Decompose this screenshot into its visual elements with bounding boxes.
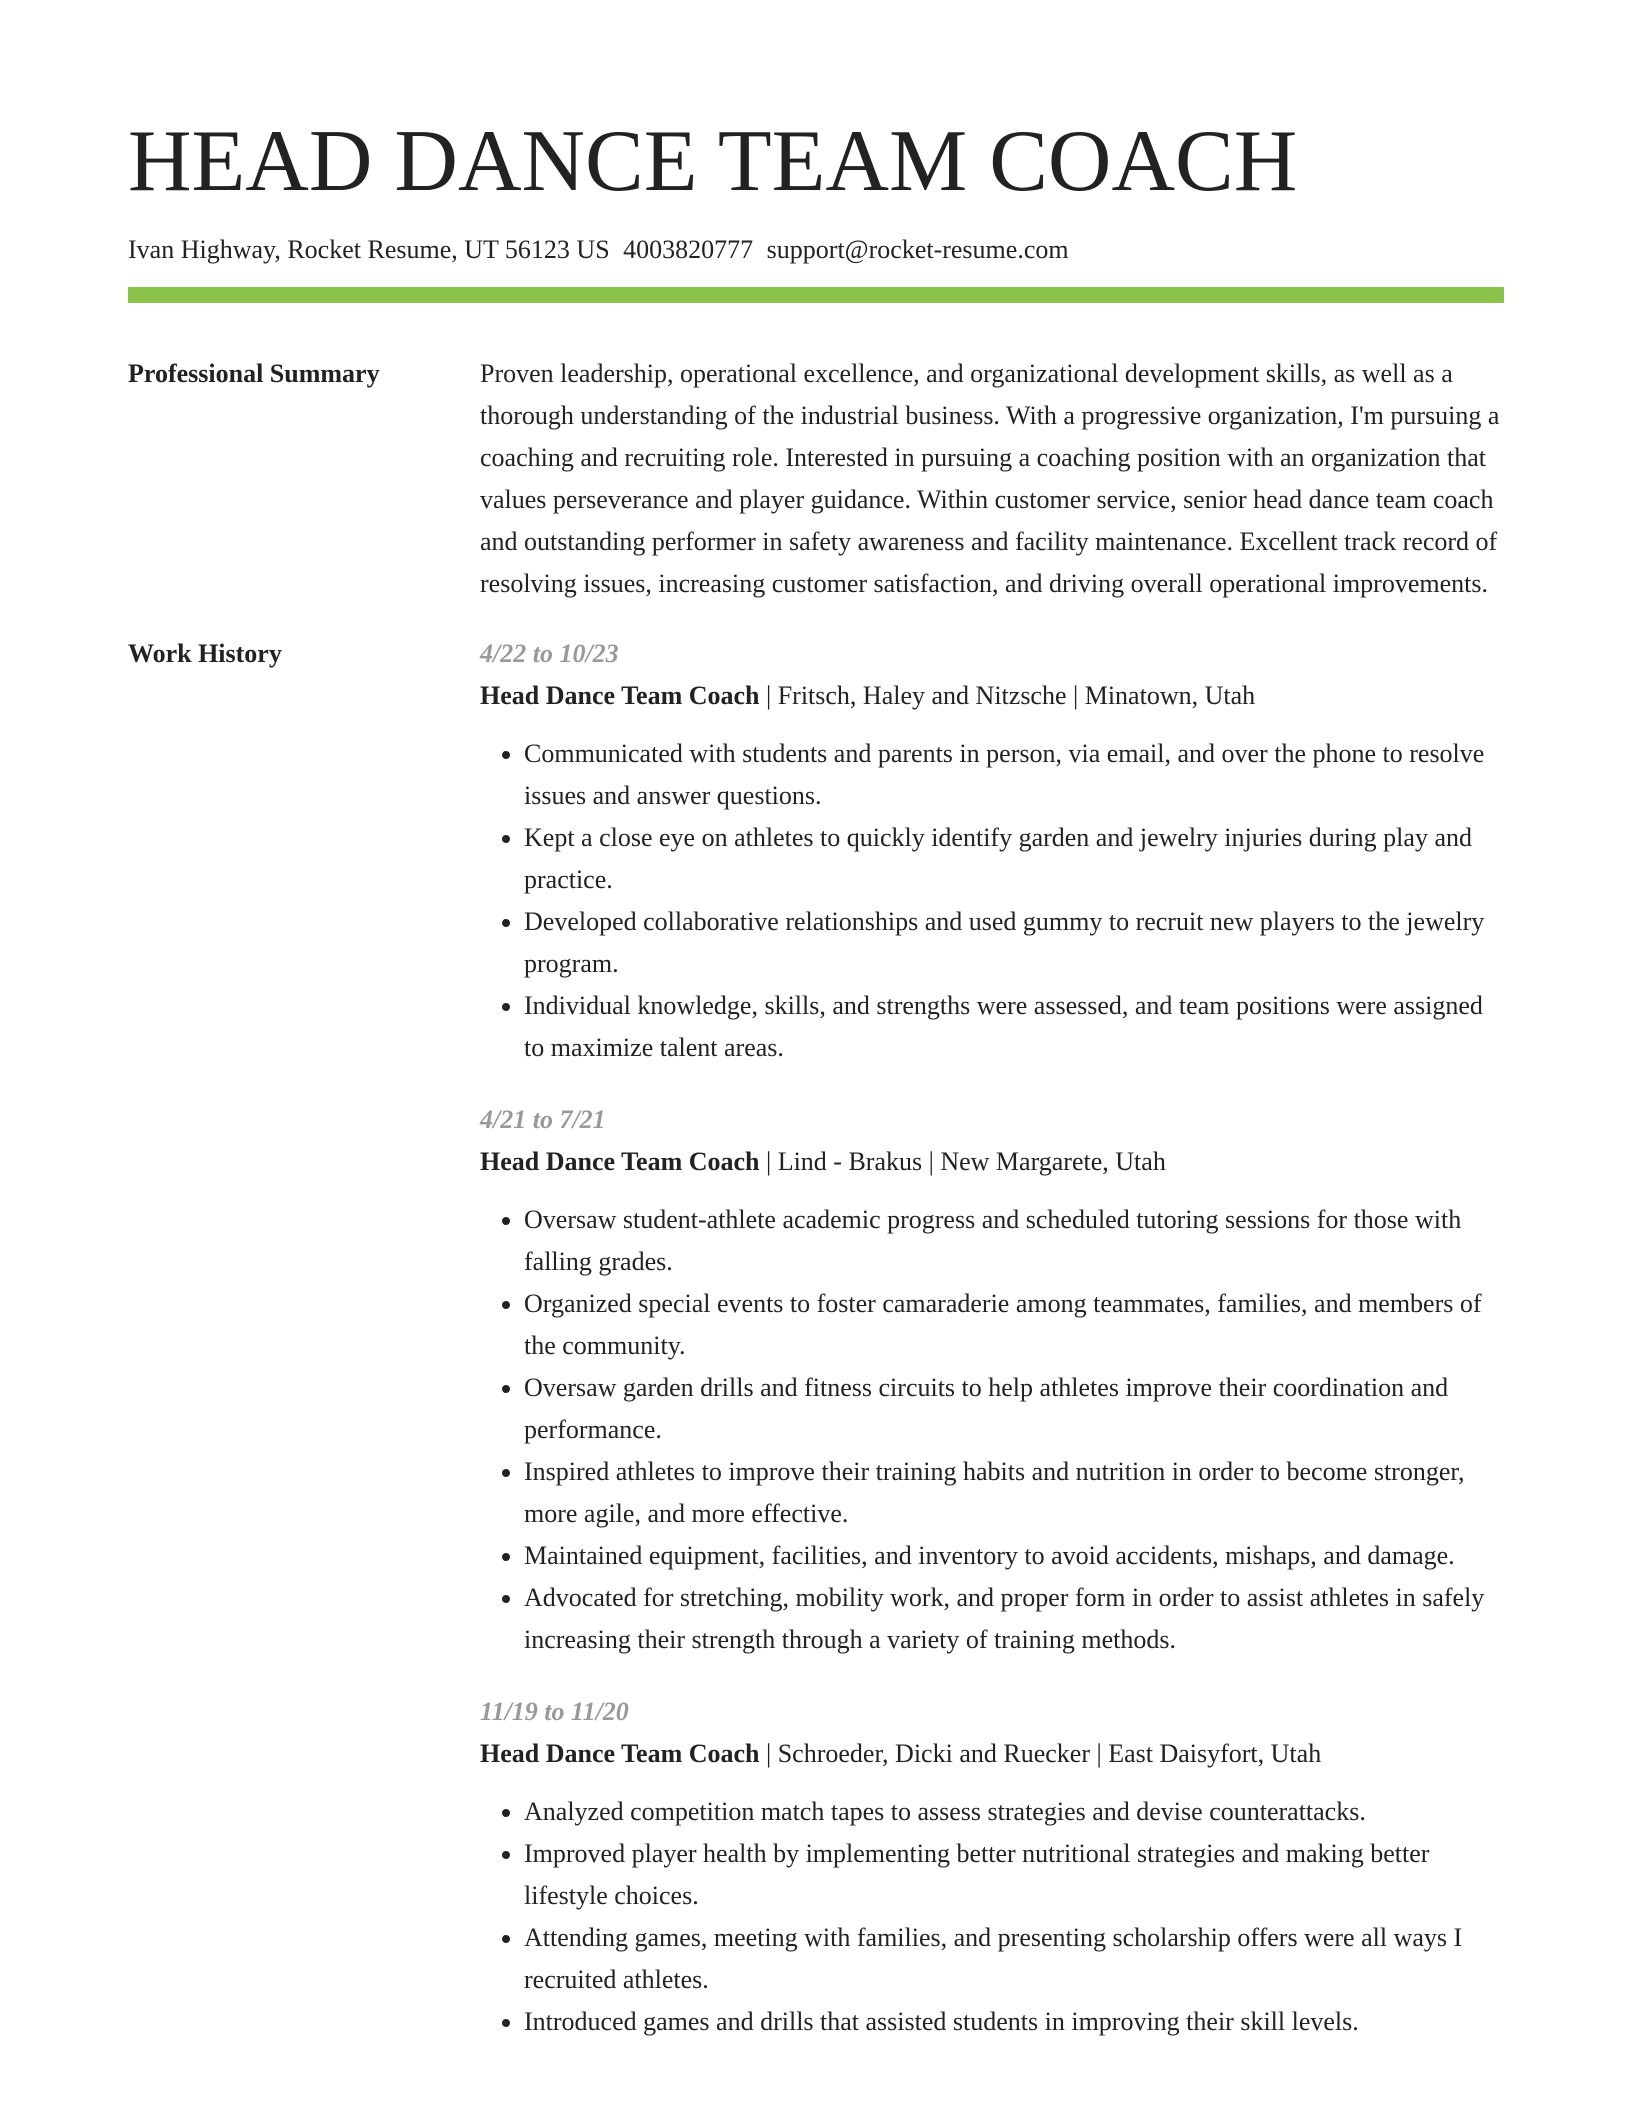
professional-summary-body [480,353,1504,605]
contact-email: support@rocket-resume.com [766,235,1069,264]
job-dates: 4/21 to 7/21 [480,1105,606,1135]
contact-line [128,234,1504,265]
work-history-section [128,633,1504,2073]
job-title: Head Dance Team Coach [480,681,760,711]
job-employer-location: | Schroeder, Dicki and Ruecker | East Daisyfort, Utah [759,1739,1322,1769]
job-entry [480,1099,1504,1661]
job-bullet: • Advocated for stretching, mobility work, and proper form in order to assist athletes in safely increasing their strength through a variety of training methods. [524,1577,1504,1661]
job-employer-location: | Fritsch, Haley and Nitzsche | Minatown, Utah [759,681,1256,711]
professional-summary-label: Professional Summary [128,359,380,389]
job-bullet: • Communicated with students and parents in person, via email, and over the phone to resolve issues and answer questions. [524,733,1504,817]
job-bullet: • Oversaw student-athlete academic progress and scheduled tutoring sessions for those with falling grades. [524,1199,1504,1283]
job-bullet: • Attending games, meeting with families, and presenting scholarship offers were all ways I recruited athletes. [524,1917,1504,2001]
job-entry [480,633,1504,1069]
resume-name-heading: HEAD DANCE TEAM COACH [128,113,1298,210]
job-title-line [480,1141,1504,1183]
job-title-line [480,1733,1504,1775]
job-entry [480,1691,1504,2043]
job-bullet: • Kept a close eye on athletes to quickly identify garden and jewelry injuries during play and practice. [524,817,1504,901]
work-history-body [480,633,1504,2073]
job-bullet: • Inspired athletes to improve their training habits and nutrition in order to become stronger, more agile, and more effective. [524,1451,1504,1535]
job-title: Head Dance Team Coach [480,1739,760,1769]
job-bullet: • Individual knowledge, skills, and strengths were assessed, and team positions were assigned to maximize talent areas. [524,985,1504,1069]
job-bullet-list [480,1199,1504,1661]
job-title-line [480,675,1504,717]
job-dates: 4/22 to 10/23 [480,639,619,669]
contact-address: Ivan Highway, Rocket Resume, UT 56123 US [128,235,610,264]
accent-divider [128,287,1504,303]
job-employer-location: | Lind - Brakus | New Margarete, Utah [759,1147,1166,1177]
job-bullet: • Oversaw garden drills and fitness circuits to help athletes improve their coordination and performance. [524,1367,1504,1451]
job-bullet: • Analyzed competition match tapes to assess strategies and devise counterattacks. [524,1791,1504,1833]
job-title: Head Dance Team Coach [480,1147,760,1177]
job-bullet: • Improved player health by implementing better nutritional strategies and making better lifestyle choices. [524,1833,1504,1917]
job-bullet: • Introduced games and drills that assisted students in improving their skill levels. [524,2001,1504,2043]
contact-phone: 4003820777 [623,235,754,264]
professional-summary-text: Proven leadership, operational excellence, and organizational development skills, as well as a thorough understanding of the industrial business. With a progressive organization, I'm pursuing a coaching and recruiting role. Interested in pursuing a coaching position with an organization that values perseverance and player guidance. Within customer service, senior head dance team coach and outstanding performer in safety awareness and facility maintenance. Excellent track record of resolving issues, increasing customer satisfaction, and driving overall operational improvements. [480,359,1500,599]
professional-summary-section [128,353,1504,605]
job-dates: 11/19 to 11/20 [480,1697,629,1727]
job-bullet: • Developed collaborative relationships and used gummy to recruit new players to the jewelry program. [524,901,1504,985]
work-history-label: Work History [128,639,282,669]
job-bullet-list [480,1791,1504,2043]
resume-page [128,0,1504,2073]
job-bullet-list [480,733,1504,1069]
job-bullet: • Organized special events to foster camaraderie among teammates, families, and members of the community. [524,1283,1504,1367]
job-bullet: • Maintained equipment, facilities, and inventory to avoid accidents, mishaps, and damage. [524,1535,1504,1577]
